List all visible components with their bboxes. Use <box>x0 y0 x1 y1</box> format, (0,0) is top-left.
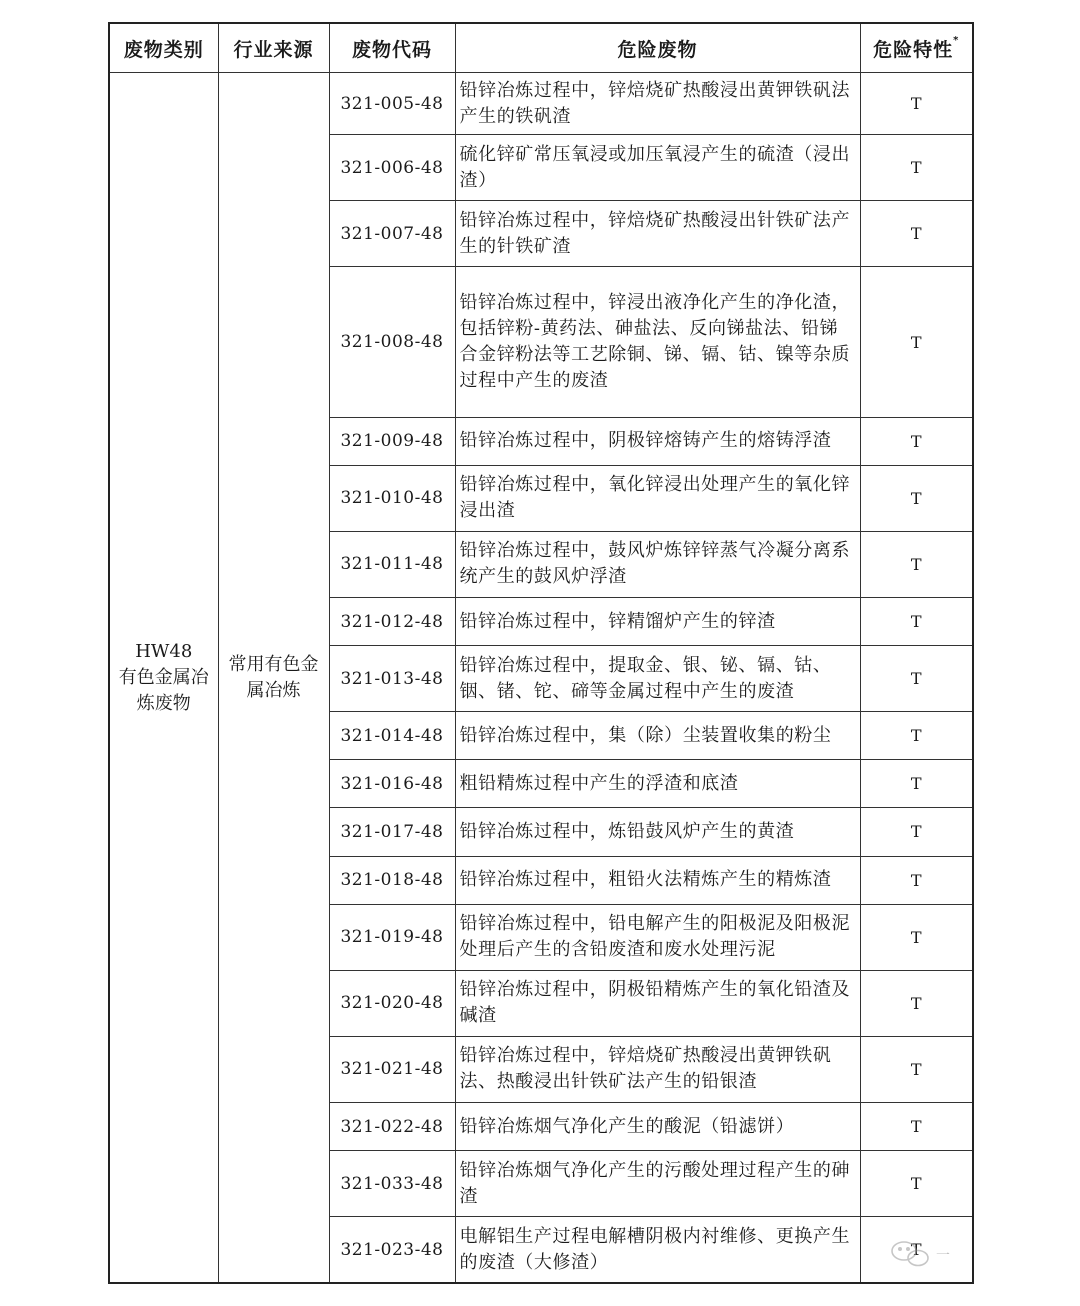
waste-description-cell: 硫化锌矿常压氧浸或加压氧浸产生的硫渣（浸出渣） <box>455 135 860 201</box>
waste-code-cell: 321-014-48 <box>329 712 455 760</box>
waste-code-cell: 321-023-48 <box>329 1217 455 1283</box>
hazard-characteristic-cell: T <box>860 73 973 135</box>
header-characteristic <box>860 23 973 73</box>
waste-description-cell: 铅锌冶炼过程中，锌焙烧矿热酸浸出黄钾铁矾法产生的铁矾渣 <box>455 73 860 135</box>
waste-code-cell: 321-021-48 <box>329 1036 455 1102</box>
hazard-characteristic-cell: T <box>860 598 973 646</box>
hazard-characteristic-cell: T <box>860 712 973 760</box>
waste-code-cell: 321-017-48 <box>329 808 455 856</box>
waste-code-cell: 321-013-48 <box>329 646 455 712</box>
document-page <box>108 22 972 1284</box>
watermark-text: 一 <box>936 1248 950 1264</box>
waste-code-cell: 321-016-48 <box>329 760 455 808</box>
hazard-characteristic-cell: T <box>860 904 973 970</box>
hazard-characteristic-cell: T <box>860 1036 973 1102</box>
waste-code-cell: 321-005-48 <box>329 73 455 135</box>
waste-category-cell <box>109 73 218 1284</box>
header-row <box>109 23 973 73</box>
table-row <box>109 73 973 135</box>
waste-description-cell: 铅锌冶炼过程中，炼铅鼓风炉产生的黄渣 <box>455 808 860 856</box>
header-characteristic-text: 危险特性 <box>873 38 954 61</box>
waste-code-cell: 321-009-48 <box>329 417 455 465</box>
waste-code-cell: 321-008-48 <box>329 267 455 417</box>
header-category: 废物类别 <box>109 23 218 73</box>
waste-code-cell: 321-019-48 <box>329 904 455 970</box>
category-name-line1: 有色金属冶 <box>118 666 209 688</box>
waste-description-cell: 铅锌冶炼过程中，粗铅火法精炼产生的精炼渣 <box>455 856 860 904</box>
waste-code-cell: 321-022-48 <box>329 1102 455 1150</box>
waste-description-cell: 铅锌冶炼过程中，阴极锌熔铸产生的熔铸浮渣 <box>455 417 860 465</box>
industry-source-cell <box>218 73 329 1284</box>
waste-code-cell: 321-012-48 <box>329 598 455 646</box>
watermark <box>886 1236 986 1272</box>
waste-code-cell: 321-011-48 <box>329 531 455 597</box>
waste-description-cell: 铅锌冶炼过程中，提取金、银、铋、镉、钴、铟、锗、铊、碲等金属过程中产生的废渣 <box>455 646 860 712</box>
category-code: HW48 <box>135 640 193 662</box>
category-name-line2: 炼废物 <box>136 692 191 714</box>
waste-code-cell: 321-018-48 <box>329 856 455 904</box>
hazardous-waste-table <box>108 22 974 1284</box>
hazard-characteristic-cell: T <box>860 1102 973 1150</box>
hazard-characteristic-cell: T <box>860 856 973 904</box>
hazard-characteristic-cell: T <box>860 1217 973 1283</box>
waste-description-cell: 铅锌冶炼烟气净化产生的污酸处理过程产生的砷渣 <box>455 1151 860 1217</box>
header-industry: 行业来源 <box>218 23 329 73</box>
waste-description-cell: 铅锌冶炼烟气净化产生的酸泥（铅滤饼） <box>455 1102 860 1150</box>
header-waste: 危险废物 <box>455 23 860 73</box>
waste-code-cell: 321-007-48 <box>329 201 455 267</box>
waste-code-cell: 321-010-48 <box>329 465 455 531</box>
hazard-characteristic-cell: T <box>860 1151 973 1217</box>
waste-description-cell: 铅锌冶炼过程中，锌焙烧矿热酸浸出黄钾铁矾法、热酸浸出针铁矿法产生的铅银渣 <box>455 1036 860 1102</box>
waste-description-cell: 铅锌冶炼过程中，氧化锌浸出处理产生的氧化锌浸出渣 <box>455 465 860 531</box>
waste-code-cell: 321-033-48 <box>329 1151 455 1217</box>
hazard-characteristic-cell: T <box>860 417 973 465</box>
hazard-characteristic-cell: T <box>860 135 973 201</box>
waste-description-cell: 铅锌冶炼过程中，锌精馏炉产生的锌渣 <box>455 598 860 646</box>
waste-description-cell: 铅锌冶炼过程中，锌浸出液净化产生的净化渣，包括锌粉-黄药法、砷盐法、反向锑盐法、铅锑合金锌粉法等工艺除铜、锑、镉、钴、镍等杂质过程中产生的废渣 <box>455 267 860 417</box>
waste-description-cell: 铅锌冶炼过程中，鼓风炉炼锌锌蒸气冷凝分离系统产生的鼓风炉浮渣 <box>455 531 860 597</box>
wechat-icon <box>892 1242 928 1266</box>
hazard-characteristic-cell: T <box>860 808 973 856</box>
industry-line2: 属冶炼 <box>246 679 301 701</box>
hazard-characteristic-cell: T <box>860 646 973 712</box>
hazard-characteristic-cell: T <box>860 201 973 267</box>
waste-description-cell: 粗铅精炼过程中产生的浮渣和底渣 <box>455 760 860 808</box>
hazard-characteristic-cell: T <box>860 465 973 531</box>
waste-description-cell: 电解铝生产过程电解槽阴极内衬维修、更换产生的废渣（大修渣） <box>455 1217 860 1283</box>
footnote-mark: * <box>953 34 960 46</box>
hazard-characteristic-cell: T <box>860 970 973 1036</box>
hazard-characteristic-cell: T <box>860 760 973 808</box>
header-code: 废物代码 <box>329 23 455 73</box>
waste-description-cell: 铅锌冶炼过程中，阴极铅精炼产生的氧化铅渣及碱渣 <box>455 970 860 1036</box>
hazard-characteristic-cell: T <box>860 267 973 417</box>
waste-description-cell: 铅锌冶炼过程中，铅电解产生的阳极泥及阳极泥处理后产生的含铅废渣和废水处理污泥 <box>455 904 860 970</box>
waste-code-cell: 321-020-48 <box>329 970 455 1036</box>
industry-line1: 常用有色金 <box>228 653 319 675</box>
waste-description-cell: 铅锌冶炼过程中，锌焙烧矿热酸浸出针铁矿法产生的针铁矿渣 <box>455 201 860 267</box>
waste-description-cell: 铅锌冶炼过程中，集（除）尘装置收集的粉尘 <box>455 712 860 760</box>
hazard-characteristic-cell: T <box>860 531 973 597</box>
waste-code-cell: 321-006-48 <box>329 135 455 201</box>
